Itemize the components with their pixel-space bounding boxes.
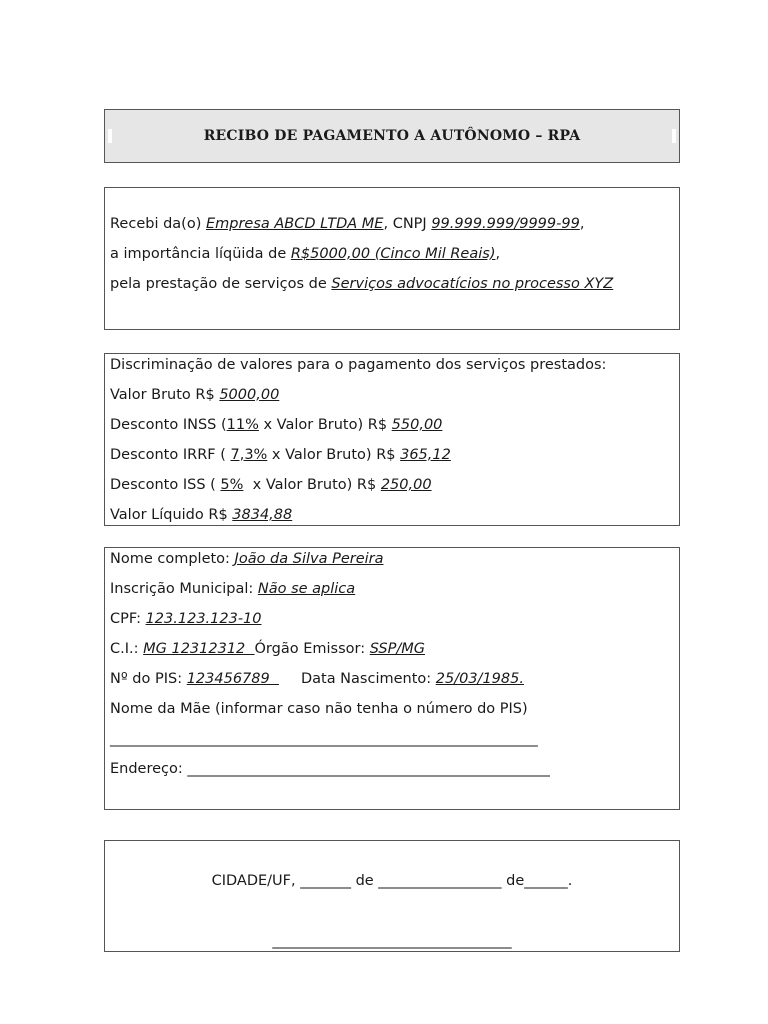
cpf-label: CPF: (110, 611, 146, 627)
iss-row (110, 475, 432, 495)
name-row (110, 549, 384, 569)
irrf-row (110, 445, 451, 465)
date-line: CIDADE/UF, _______ de _________________ de______. (211, 873, 573, 889)
receipt-prefix: Recebi da(o) (110, 216, 206, 232)
receipt-line-1 (110, 214, 584, 234)
mother-name-label: Nome da Mãe (informar caso não tenha o número do PIS) (110, 701, 528, 717)
gross-value-row (110, 385, 279, 405)
municipal-value: Não se aplica (257, 581, 356, 597)
municipal-label: Inscrição Municipal: (110, 581, 258, 597)
name-label: Nome completo: (110, 551, 235, 567)
company-name: Empresa ABCD LTDA ME (205, 216, 384, 232)
page-title: RECIBO DE PAGAMENTO A AUTÔNOMO – RPA (203, 128, 581, 144)
orgao-label: Órgão Emissor: (254, 641, 370, 657)
irrf-value: 365,12 (400, 447, 451, 463)
orgao-value: SSP/MG (369, 641, 425, 657)
inss-label: Desconto INSS ( (110, 417, 227, 433)
receipt-box (104, 187, 680, 330)
amount-label: a importância líqüida de (110, 246, 291, 262)
ci-label: C.I.: (110, 641, 144, 657)
address-line: __________________________________________________ (187, 761, 550, 777)
values-heading: Discriminação de valores para o pagamento dos serviços prestados: (110, 357, 607, 373)
mother-name-line: ___________________________________________________________ (110, 731, 538, 747)
net-label: Valor Líquido R$ (110, 507, 233, 523)
signature-line: _________________________________ (272, 933, 512, 949)
municipal-row (110, 579, 355, 599)
cnpj-value: 99.999.999/9999-99 (431, 216, 580, 232)
comma: , (579, 216, 585, 232)
irrf-mid: x Valor Bruto) R$ (267, 447, 401, 463)
iss-value: 250,00 (380, 477, 432, 493)
iss-percent: 5% (220, 477, 244, 493)
pis-row (110, 669, 524, 689)
birthdate-value: 25/03/1985. (435, 671, 524, 687)
irrf-label: Desconto IRRF ( (110, 447, 231, 463)
inss-mid: x Valor Bruto) R$ (258, 417, 392, 433)
inss-row (110, 415, 442, 435)
irrf-percent: 7,3% (230, 447, 268, 463)
net-value-row (110, 505, 292, 525)
name-value: João da Silva Pereira (234, 551, 384, 567)
address-row (110, 759, 550, 779)
birthdate-label: Data Nascimento: (300, 671, 436, 687)
pis-value: 123456789 (186, 671, 279, 687)
receipt-line-3 (110, 274, 613, 294)
ci-value: MG 12312312 (143, 641, 255, 657)
net-value: 3834,88 (232, 507, 293, 523)
title-box (104, 109, 680, 163)
values-box (104, 353, 680, 526)
iss-mid: x Valor Bruto) R$ (243, 477, 381, 493)
gross-label: Valor Bruto R$ (110, 387, 220, 403)
service-value: Serviços advocatícios no processo XYZ (331, 276, 614, 292)
signature-box (104, 840, 680, 952)
iss-label: Desconto ISS ( (110, 477, 221, 493)
cpf-row (110, 609, 262, 629)
service-label: pela prestação de serviços de (110, 276, 332, 292)
person-box (104, 547, 680, 810)
pis-label: Nº do PIS: (110, 671, 187, 687)
address-label: Endereço: (110, 761, 188, 777)
cpf-value: 123.123.123-10 (145, 611, 262, 627)
title-right-mark (672, 129, 676, 143)
inss-percent: 11% (226, 417, 259, 433)
receipt-line-2 (110, 244, 500, 264)
cnpj-label: , CNPJ (383, 216, 432, 232)
inss-value: 550,00 (391, 417, 443, 433)
amount-value: R$5000,00 (Cinco Mil Reais) (290, 246, 496, 262)
comma: , (495, 246, 501, 262)
ci-row (110, 639, 425, 659)
gross-value: 5000,00 (219, 387, 280, 403)
